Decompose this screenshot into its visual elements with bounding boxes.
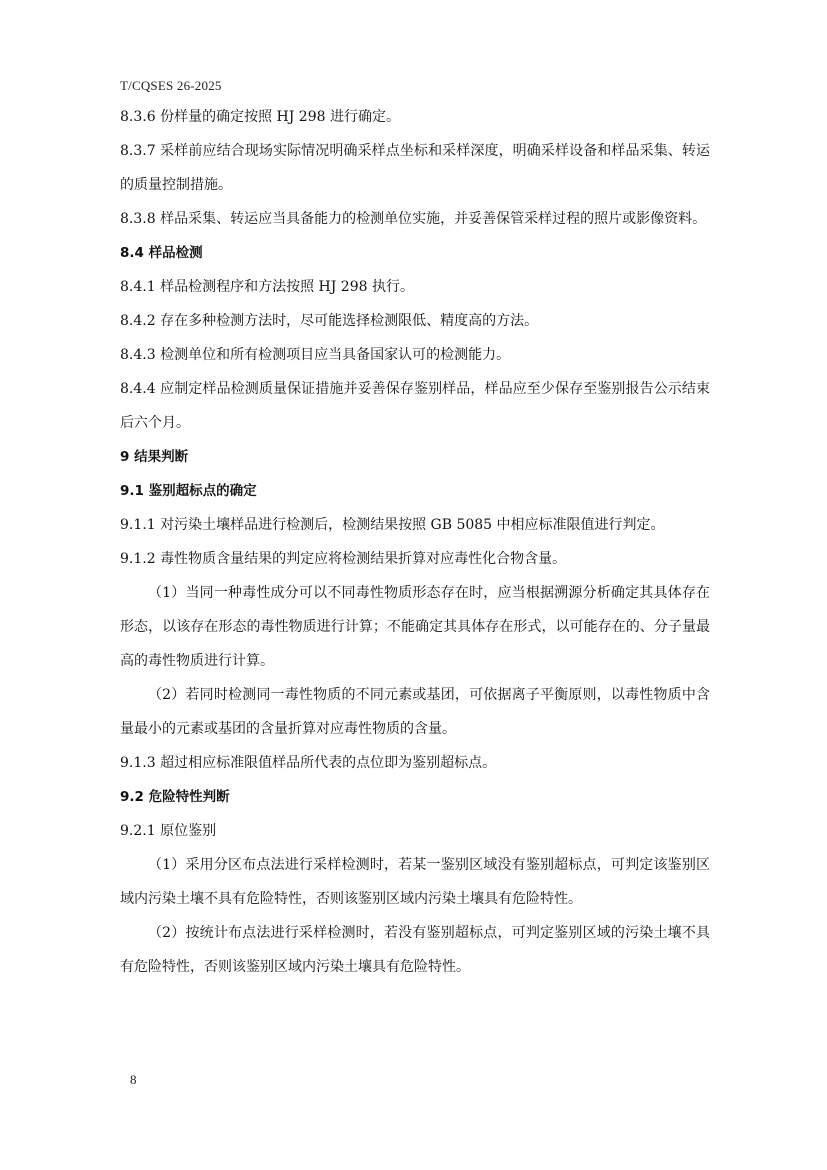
section-heading-8-4: 8.4 样品检测 — [120, 245, 203, 261]
clause-9-1-2-item-1: （1）当同一种毒性成分可以不同毒性物质形态存在时，应当根据溯源分析确定其具体存在形态，以该存在形态的毒性物质进行计算；不能确定其具体存在形式，以可能存在的、分子量最高的毒性物质进行计算。 — [120, 585, 710, 669]
section-heading-9: 9 结果判断 — [120, 449, 189, 465]
clause-9-1-2: 9.1.2 毒性物质含量结果的判定应将检测结果折算对应毒性化合物含量。 — [120, 551, 567, 567]
clause-8-3-6: 8.3.6 份样量的确定按照 HJ 298 进行确定。 — [120, 109, 400, 125]
clause-9-1-3: 9.1.3 超过相应标准限值样品所代表的点位即为鉴别超标点。 — [120, 755, 497, 771]
clause-9-2-1-item-2: （2）按统计布点法进行采样检测时，若没有鉴别超标点，可判定鉴别区域的污染土壤不具有危险特性，否则该鉴别区域内污染土壤具有危险特性。 — [120, 925, 710, 975]
clause-8-4-2: 8.4.2 存在多种检测方法时，尽可能选择检测限低、精度高的方法。 — [120, 313, 539, 329]
clause-8-3-7: 8.3.7 采样前应结合现场实际情况明确采样点坐标和采样深度，明确采样设备和样品采集、转运的质量控制措施。 — [120, 143, 710, 193]
section-heading-9-1: 9.1 鉴别超标点的确定 — [120, 483, 257, 499]
clause-9-1-2-item-2: （2）若同时检测同一毒性物质的不同元素或基团，可依据离子平衡原则，以毒性物质中含量最小的元素或基团的含量折算对应毒性物质的含量。 — [120, 687, 710, 737]
document-page — [120, 78, 710, 984]
page-number: 8 — [130, 1072, 137, 1087]
clause-9-2-1: 9.2.1 原位鉴别 — [120, 823, 217, 839]
section-heading-9-2: 9.2 危险特性判断 — [120, 789, 230, 805]
clause-8-3-8: 8.3.8 样品采集、转运应当具备能力的检测单位实施，并妥善保管采样过程的照片或影像资料。 — [120, 211, 707, 227]
clause-9-2-1-item-1: （1）采用分区布点法进行采样检测时，若某一鉴别区域没有鉴别超标点，可判定该鉴别区域内污染土壤不具有危险特性，否则该鉴别区域内污染土壤具有危险特性。 — [120, 857, 710, 907]
clause-8-4-3: 8.4.3 检测单位和所有检测项目应当具备国家认可的检测能力。 — [120, 347, 511, 363]
document-code-header: T/CQSES 26-2025 — [120, 78, 222, 93]
clause-9-1-1: 9.1.1 对污染土壤样品进行检测后，检测结果按照 GB 5085 中相应标准限值进行判定。 — [120, 517, 665, 533]
clause-8-4-1: 8.4.1 样品检测程序和方法按照 HJ 298 执行。 — [120, 279, 414, 295]
clause-8-4-4: 8.4.4 应制定样品检测质量保证措施并妥善保存鉴别样品，样品应至少保存至鉴别报告公示结束后六个月。 — [120, 381, 710, 431]
